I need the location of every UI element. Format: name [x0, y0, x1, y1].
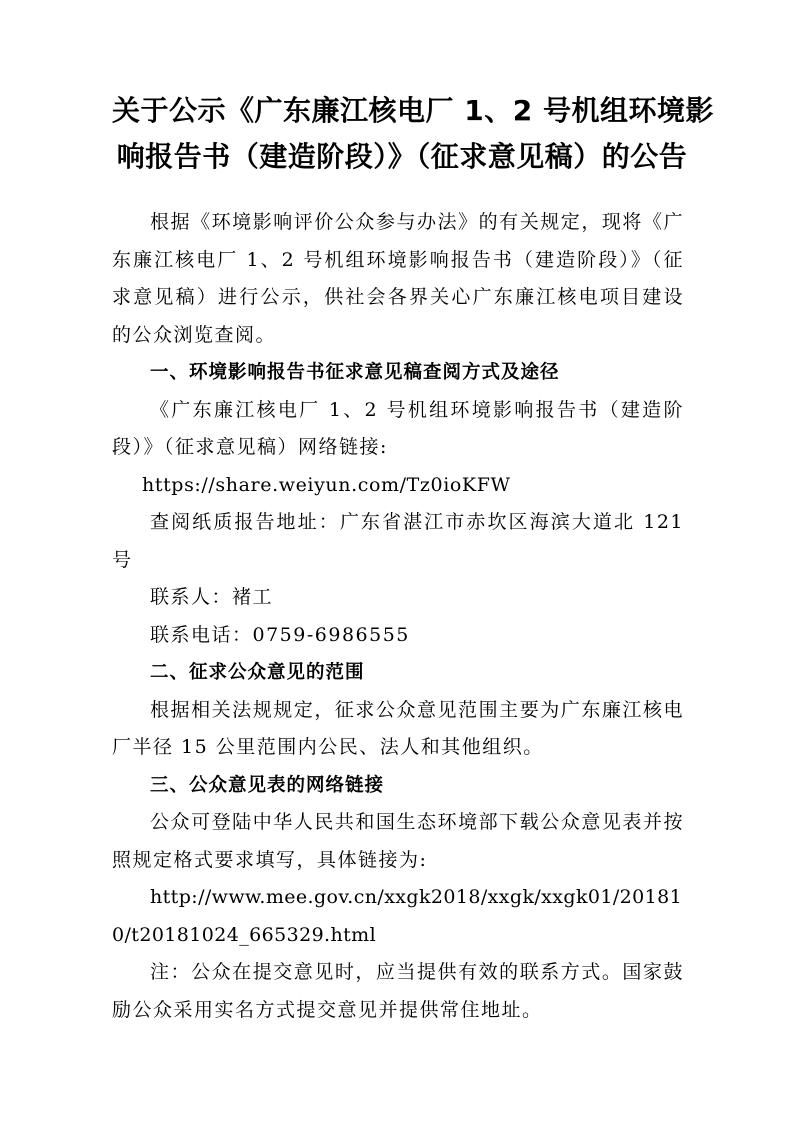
- intro-paragraph: 根据《环境影响评价公众参与办法》的有关规定，现将《广东廉江核电厂 1、2 号机组环境影响报告书（建造阶段）》（征求意见稿）进行公示，供社会各界关心广东廉江核电项目建设的公众浏览查阅。: [112, 211, 684, 346]
- contact-person: 联系人：褚工: [150, 586, 274, 608]
- section-3-heading: 三、公众意见表的网络链接: [150, 774, 385, 796]
- opinion-form-paragraph: 公众可登陆中华人民共和国生态环境部下载公众意见表并按照规定格式要求填写，具体链接为:: [112, 811, 684, 871]
- note-paragraph: 注：公众在提交意见时，应当提供有效的联系方式。国家鼓励公众采用实名方式提交意见并提供常住地址。: [112, 961, 684, 1021]
- title-line-2: 响报告书（建造阶段）》（征求意见稿）的公告: [116, 140, 688, 173]
- section-2-heading: 二、征求公众意见的范围: [150, 662, 365, 683]
- document-body: [112, 204, 684, 1029]
- paper-report-address: 查阅纸质报告地址：广东省湛江市赤坎区海滨大道北 121 号: [112, 511, 684, 571]
- opinion-form-link-url[interactable]: http://www.mee.gov.cn/xxgk2018/xxgk/xxgk01/201810/t20181024_665329.html: [112, 886, 683, 946]
- report-link-url[interactable]: https://share.weiyun.com/Tz0ioKFW: [142, 473, 511, 496]
- title-line-1: 关于公示《广东廉江核电厂 1、2 号机组环境影: [112, 94, 714, 127]
- section-1-heading: 一、环境影响报告书征求意见稿查阅方式及途径: [150, 362, 560, 383]
- scope-paragraph: 根据相关法规规定，征求公众意见范围主要为广东廉江核电厂半径 15 公里范围内公民、法人和其他组织。: [112, 698, 684, 758]
- contact-phone: 联系电话：0759-6986555: [150, 623, 410, 646]
- report-link-intro: 《广东廉江核电厂 1、2 号机组环境影响报告书（建造阶段）》（征求意见稿）网络链接:: [112, 398, 684, 458]
